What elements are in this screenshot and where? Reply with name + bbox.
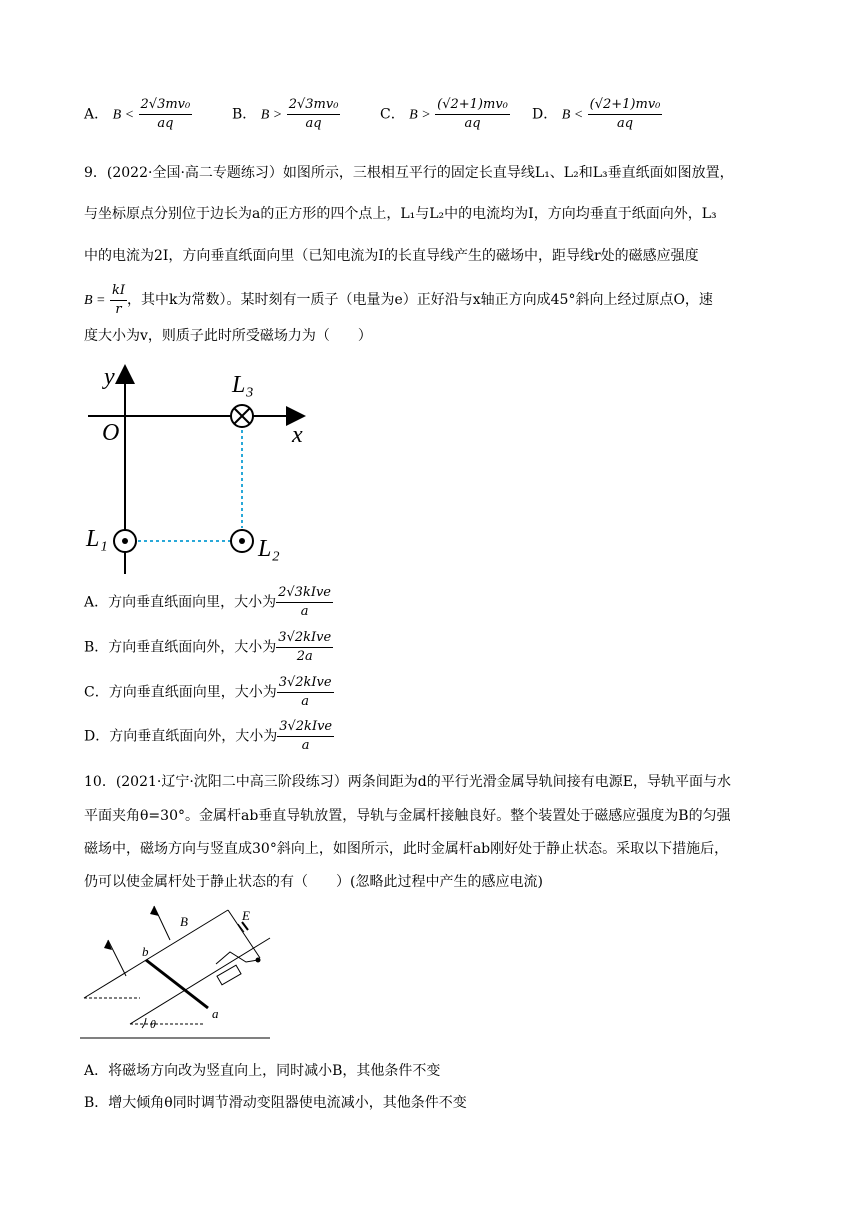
option-lhs: B < <box>561 107 584 123</box>
option-text: C．方向垂直纸面向里，大小为 <box>84 684 277 701</box>
fraction-numerator: 3√2kIve <box>277 718 334 737</box>
option-label: B． <box>232 106 257 123</box>
q10-text-line-3: 磁场中，磁场方向与竖直成30°斜向上，如图所示，此时金属杆ab刚好处于静止状态。采取以下措施后， <box>84 841 729 857</box>
wire-l1-out-of-page-icon <box>114 530 136 552</box>
q10-text-line-1: 10．(2021·辽宁·沈阳二中高三阶段练习）两条间距为d的平行光滑金属导轨间接有电源E，导轨平面与水 <box>84 774 731 790</box>
option-fraction <box>139 96 193 133</box>
option-label: D． <box>532 106 558 123</box>
option-fraction <box>287 96 341 133</box>
option-text: D．方向垂直纸面向外，大小为 <box>84 728 278 745</box>
q9-text-line-5: 度大小为v，则质子此时所受磁场力为（ ） <box>84 328 372 344</box>
fraction-denominator: 2a <box>296 649 313 664</box>
rod-end-a-label: a <box>212 1006 219 1021</box>
q8-option-c[interactable] <box>380 96 510 133</box>
fraction-denominator: aq <box>464 116 481 131</box>
option-label: C． <box>380 106 405 123</box>
q9-text-line-4 <box>84 280 713 321</box>
rail-lower <box>130 938 270 1024</box>
fraction-numerator: 2√3mv₀ <box>139 96 193 115</box>
option-fraction <box>276 584 333 621</box>
fraction-numerator: 2√3mv₀ <box>287 96 341 115</box>
q8-option-a[interactable] <box>84 96 192 133</box>
option-text: B．方向垂直纸面向外，大小为 <box>84 639 277 656</box>
formula-suffix: ，其中k为常数）。某时刻有一质子（电量为e）正好沿与x轴正方向成45°斜向上经过原点O，速 <box>126 292 713 308</box>
rod-end-b-label: b <box>142 944 149 959</box>
formula-lhs: B = <box>84 293 106 308</box>
q10-option-b[interactable]: B．增大倾角θ同时调节滑动变阻器使电流减小，其他条件不变 <box>84 1095 467 1111</box>
option-fraction <box>277 674 334 711</box>
rail-upper <box>84 910 228 998</box>
fraction-denominator: a <box>301 694 310 709</box>
q9-option-c[interactable] <box>84 674 334 711</box>
arrowhead-top <box>150 906 159 916</box>
l3-label: L₃ <box>232 372 254 398</box>
option-fraction <box>435 96 510 133</box>
fraction-denominator: a <box>301 738 310 753</box>
q10-diagram <box>80 900 280 1050</box>
q9-text-line-1: 9．(2022·全国·高二专题练习）如图所示，三根相互平行的固定长直导线L₁、L₂和L₃垂直纸面如图放置， <box>84 165 734 181</box>
q9-diagram <box>80 360 320 580</box>
q9-text-line-2: 与坐标原点分别位于边长为a的正方形的四个点上，L₁与L₂中的电流均为I，方向均垂直于纸面向外，L₃ <box>84 206 717 222</box>
q10-text-line-2: 平面夹角θ=30°。金属杆ab垂直导轨放置，导轨与金属杆接触良好。整个装置处于磁感应强度为B的匀强 <box>84 808 731 824</box>
formula-fraction <box>110 282 127 319</box>
q10-option-a[interactable]: A．将磁场方向改为竖直向上，同时减小B，其他条件不变 <box>84 1063 441 1079</box>
fraction-numerator: 3√2kIve <box>276 629 333 648</box>
q10-text-line-4: 仍可以使金属杆处于静止状态的有（ ）(忽略此过程中产生的感应电流) <box>84 874 543 890</box>
fraction-denominator: aq <box>305 116 322 131</box>
battery-label: E <box>242 908 250 923</box>
theta-arc <box>142 1018 146 1028</box>
option-lhs: B > <box>260 107 283 123</box>
q9-option-b[interactable] <box>84 629 333 666</box>
junction-dot <box>256 958 261 963</box>
fraction-numerator: 3√2kIve <box>277 674 334 693</box>
battery-plate-1 <box>238 924 244 932</box>
fraction-numerator: kI <box>110 282 127 301</box>
x-axis-label: x <box>292 422 303 448</box>
fraction-numerator: (√2+1)mv₀ <box>435 96 510 115</box>
option-lhs: B > <box>409 107 431 123</box>
q9-text-line-3: 中的电流为2I，方向垂直纸面向里（已知电流为I的长直导线产生的磁场中，距导线r处的磁感应强度 <box>84 248 699 264</box>
q9-option-d[interactable] <box>84 718 334 755</box>
option-label: A． <box>84 106 109 123</box>
y-axis-label: y <box>104 364 115 390</box>
fraction-denominator: aq <box>616 116 634 131</box>
l1-label: L₁ <box>86 526 108 552</box>
origin-label: O <box>102 420 120 446</box>
b-field-label: B <box>180 914 188 929</box>
fraction-denominator: aq <box>157 116 174 131</box>
b-field-arrow-left <box>108 940 126 976</box>
wire-l3-into-page-icon <box>231 405 253 427</box>
metal-rod-ab <box>146 960 208 1008</box>
q8-option-d[interactable] <box>532 96 662 133</box>
fraction-numerator: (√2+1)mv₀ <box>588 96 663 115</box>
option-text: A．方向垂直纸面向里，大小为 <box>84 594 277 611</box>
option-fraction <box>277 718 334 755</box>
theta-label: θ <box>150 1017 156 1031</box>
q9-option-a[interactable] <box>84 584 333 621</box>
battery-plate-2 <box>242 922 248 930</box>
wire-l2-out-of-page-icon <box>231 530 253 552</box>
fraction-numerator: 2√3kIve <box>276 584 333 603</box>
q8-option-b[interactable] <box>232 96 340 133</box>
option-lhs: B < <box>112 107 135 123</box>
fraction-denominator: r <box>115 301 122 317</box>
fraction-denominator: a <box>300 604 309 619</box>
option-fraction <box>276 629 333 666</box>
option-fraction <box>588 96 663 133</box>
l2-label: L₂ <box>258 536 280 562</box>
